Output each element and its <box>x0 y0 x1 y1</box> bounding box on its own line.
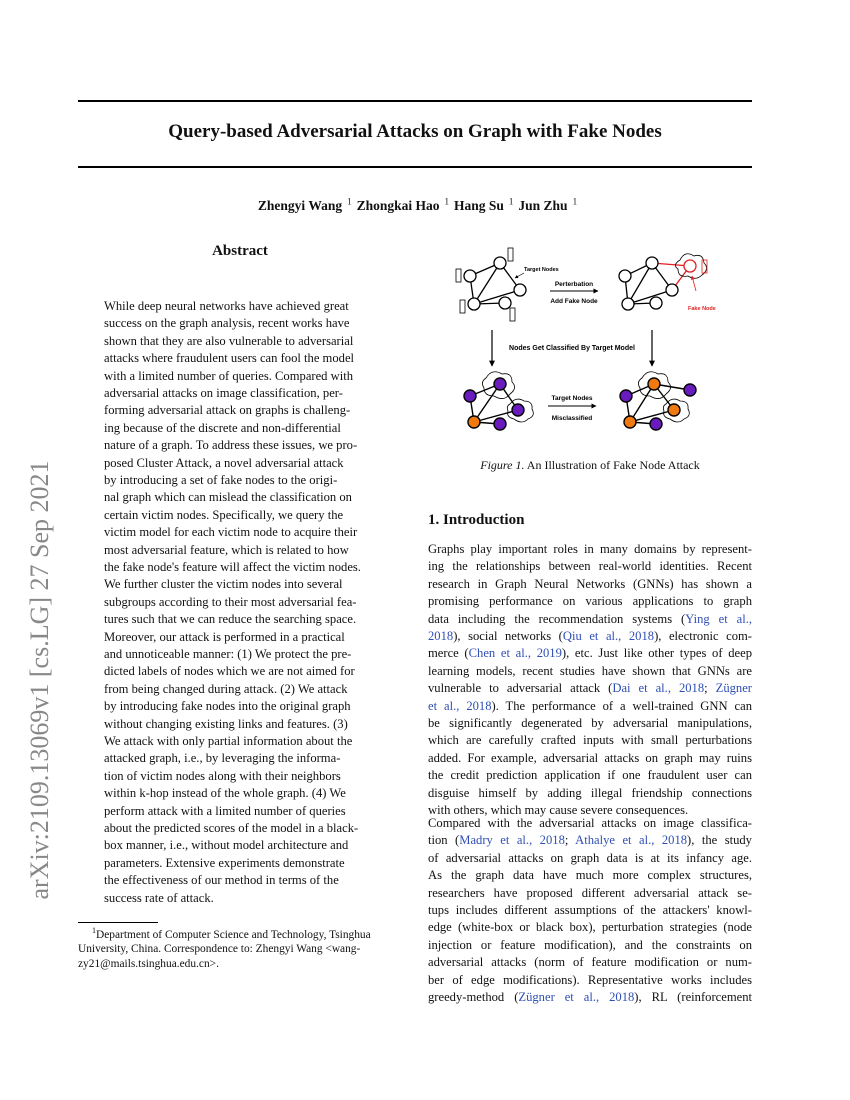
fig-target-nodes-label: Target Nodes <box>524 267 559 273</box>
fig-perterbation-label: Perterbation <box>554 281 594 288</box>
citation-link[interactable]: Qiu et al., 2018 <box>562 629 655 643</box>
fig-target-nodes-2-label: Target Nodes <box>551 395 593 402</box>
text-run: ), etc. Just like other types of deep <box>561 646 752 661</box>
text-run: ber of edge modifications). Representative works includes <box>428 972 752 987</box>
abstract-line: the fake node's feature will affect the victim nodes. <box>104 560 361 574</box>
title-bottom-rule <box>78 166 752 168</box>
text-run: learning models, recent studies have shown that GNNs are <box>428 663 752 678</box>
abstract-line: parameters. Extensive experiments demonstrate <box>104 855 345 870</box>
author <box>513 198 577 213</box>
text-run: ). The performance of a well-trained GNN can <box>491 698 752 713</box>
abstract-line: While deep neural networks have achieved great <box>104 299 349 313</box>
abstract-line: without changing existing links and features. (3) <box>104 716 348 731</box>
text-run: adversarial attacks (norm of feature modification or num- <box>428 955 752 970</box>
citation-link[interactable]: et al., 2018 <box>428 698 492 713</box>
paragraph-line <box>428 576 752 593</box>
footnote-affiliation <box>78 924 376 971</box>
author-name: Hang Su <box>454 197 504 213</box>
text-run: be significantly degenerated by adversarial manipulations, <box>428 716 752 730</box>
author-name: Zhengyi Wang <box>257 197 343 213</box>
paper-title: Query-based Adversarial Attacks on Graph with Fake Nodes <box>168 121 662 142</box>
citation-link[interactable]: Ying et al., <box>685 611 752 626</box>
text-run: with others, which may cause severe consequences. <box>428 803 689 817</box>
text-run: ), RL (reinforcement <box>634 990 752 1004</box>
abstract-line: about the predicted scores of the model in a black- <box>104 821 359 835</box>
paragraph-line <box>428 645 752 662</box>
text-run: the credit prediction application if one fraudulent user can <box>428 768 752 783</box>
paragraph-line <box>428 663 752 680</box>
abstract-line: victim model for each victim node to acquire their <box>104 525 358 540</box>
text-run: of adversarial attacks on graph data is at its infancy age. <box>428 850 752 865</box>
author-affiliation-mark: 1 <box>444 196 449 206</box>
citation-link[interactable]: 2018 <box>428 629 454 643</box>
paragraph-line <box>428 541 752 558</box>
paragraph-line <box>428 954 752 971</box>
fig-classified-label: Nodes Get Classified By Target Model <box>509 345 635 352</box>
abstract-line: and unnoticeable manner: (1) We protect the pre- <box>104 647 352 661</box>
abstract-line: by introducing a set of fake nodes to the origi- <box>104 473 338 487</box>
paragraph-line <box>428 628 752 645</box>
text-run: greedy-method ( <box>428 990 519 1004</box>
text-run: ; <box>704 681 716 696</box>
text-run: tion ( <box>428 833 460 848</box>
author-affiliation-mark: 1 <box>508 196 514 206</box>
abstract-line: tures such that we can reduce the searching space. <box>104 612 357 627</box>
author <box>352 198 449 213</box>
abstract-line: box manner, i.e., without model architecture and <box>104 838 349 853</box>
paragraph-line <box>428 785 752 802</box>
abstract-line: within k-hop instead of the whole graph. (4) We <box>104 786 346 801</box>
paragraph-line <box>428 850 752 867</box>
abstract-line: success rate of attack. <box>104 890 214 905</box>
citation-link[interactable]: Athalye et al., 2018 <box>575 833 688 848</box>
text-run: disguise himself by adding illegal friendship connections <box>428 785 752 800</box>
abstract-line: forming adversarial attack on graphs is challeng- <box>104 403 351 418</box>
abstract-line: adversarial attacks on image classification, per- <box>104 386 343 400</box>
paragraph-line <box>428 832 752 849</box>
text-run: which are carefully crafted inputs with small perturbations <box>428 733 752 748</box>
paragraph-line <box>428 815 752 832</box>
footnote-text: Department of Computer Science and Technology, Tsinghua University, China. Correspondence to: Zhengyi Wang <wang-zy21@mails.tsinghua.edu.cn>. <box>78 928 371 970</box>
fig-misclassified-label: Misclassified <box>551 415 593 422</box>
text-run: ), the study <box>687 833 752 848</box>
title-top-rule <box>78 100 752 102</box>
abstract-line: dicted labels of nodes which we are not aimed for <box>104 664 355 679</box>
paragraph-line <box>428 593 752 610</box>
paragraph-line <box>428 698 752 715</box>
paragraph-line <box>428 611 752 628</box>
abstract-line: We attack with only partial information about the <box>104 734 353 748</box>
abstract-line: ing because of the discrete and non-differential <box>104 420 341 435</box>
text-run: tups includes different assumptions of the attackers' knowl- <box>428 903 752 917</box>
abstract-line: with a limited number of queries. Compared with <box>104 368 354 383</box>
abstract-line: success on the graph analysis, recent works have <box>104 316 350 331</box>
paragraph-line <box>428 750 752 767</box>
citation-link[interactable]: Zügner et al., 2018 <box>518 990 635 1004</box>
author <box>253 198 352 213</box>
text-run: added. For example, adversarial attacks on graph may ruins <box>428 750 752 765</box>
arxiv-watermark: arXiv:2109.13069v1 [cs.LG] 27 Sep 2021 <box>25 460 54 900</box>
abstract-line: perform attack with a limited number of queries <box>104 803 346 818</box>
abstract-line: most adversarial feature, which is related to how <box>104 542 349 557</box>
text-run: vulnerable to adversarial attack ( <box>428 681 613 696</box>
abstract-line: nal graph which can mislead the classification on <box>104 490 352 505</box>
footnote-mark: 1 <box>92 926 96 935</box>
section-heading-introduction: 1. Introduction <box>428 512 525 528</box>
paragraph-line <box>428 680 752 697</box>
abstract-line: posed Cluster Attack, a novel adversarial attack <box>104 455 344 470</box>
citation-link[interactable]: Zügner <box>715 681 752 696</box>
author <box>449 198 513 213</box>
fig-fake-node-label: Fake Node <box>688 306 716 312</box>
paragraph-line <box>428 919 752 936</box>
abstract-line: shown that they are also vulnerable to adversarial <box>104 333 354 348</box>
author-list <box>78 196 752 214</box>
text-run: promising performance on various applications to graph <box>428 594 752 609</box>
figure-1 <box>440 238 740 448</box>
author-name: Jun Zhu <box>518 197 568 213</box>
original-graph <box>456 248 526 321</box>
text-run: Compared with the adversarial attacks on image classifica- <box>428 816 752 830</box>
text-run: ), electronic com- <box>654 629 752 643</box>
abstract-line: certain victim nodes. Specifically, we query the <box>104 507 344 522</box>
author-affiliation-mark: 1 <box>347 196 352 206</box>
text-run: research in Graph Neural Networks (GNNs) has shown a <box>428 576 752 591</box>
text-run: ; <box>564 833 576 848</box>
text-run: ), social networks ( <box>453 629 563 643</box>
paragraph-line <box>428 937 752 954</box>
figure-label: Figure 1. <box>480 458 525 472</box>
abstract-line: We further cluster the victim nodes into several <box>104 577 343 592</box>
abstract-line: attacked graph, i.e., by leveraging the informa- <box>104 751 341 766</box>
abstract-line: the effectiveness of our method in terms of the <box>104 873 339 888</box>
citation-link[interactable]: Madry et al., 2018 <box>459 833 565 848</box>
figure-caption-text: An Illustration of Fake Node Attack <box>526 458 700 472</box>
paragraph-line <box>428 715 752 732</box>
author-affiliation-mark: 1 <box>572 196 578 206</box>
paragraph-line <box>428 902 752 919</box>
fig-add-fake-node-label: Add Fake Node <box>550 298 598 305</box>
citation-link[interactable]: Dai et al., 2018 <box>612 681 705 696</box>
abstract-line: from being changed during attack. (2) We attack <box>104 681 348 696</box>
abstract-line: attacks where fraudulent users can fool the model <box>104 351 355 366</box>
paragraph-line <box>428 885 752 902</box>
classified-graph <box>464 372 533 430</box>
text-run: injection or feature modification), and the constraints on <box>428 937 752 952</box>
text-run: merce ( <box>428 646 469 661</box>
footnote-rule <box>78 922 158 923</box>
abstract-line: by introducing fake nodes into the original graph <box>104 699 351 714</box>
paragraph-line <box>428 558 752 575</box>
abstract-line: tion of victim nodes along with their neighbors <box>104 768 341 783</box>
abstract-line: nature of a graph. To address these issues, we pro- <box>104 438 358 453</box>
text-run: data including the recommendation systems ( <box>428 611 686 626</box>
text-run: researchers have proposed different adversarial attack se- <box>428 885 752 900</box>
author-name: Zhongkai Hao <box>356 197 440 213</box>
paragraph-line <box>428 767 752 784</box>
text-run: ing the relationships between real-world identities. Recent <box>428 559 752 574</box>
citation-link[interactable]: Chen et al., 2019 <box>468 646 562 661</box>
text-run: As the graph data have much more complex structures, <box>428 868 752 883</box>
abstract-line: Moreover, our attack is performed in a practical <box>104 629 345 644</box>
misclassified-graph <box>620 372 696 430</box>
abstract-heading: Abstract <box>212 243 268 259</box>
paragraph-line <box>428 972 752 989</box>
abstract-line: subgroups according to their most adversarial fea- <box>104 594 357 609</box>
paragraph-line <box>428 989 752 1006</box>
figure-caption <box>428 458 752 473</box>
paragraph-line <box>428 867 752 884</box>
text-run: edge (white-box or black box), perturbation strategies (node <box>428 920 752 935</box>
paragraph-line <box>428 732 752 749</box>
text-run: Graphs play important roles in many domains by represent- <box>428 542 752 556</box>
